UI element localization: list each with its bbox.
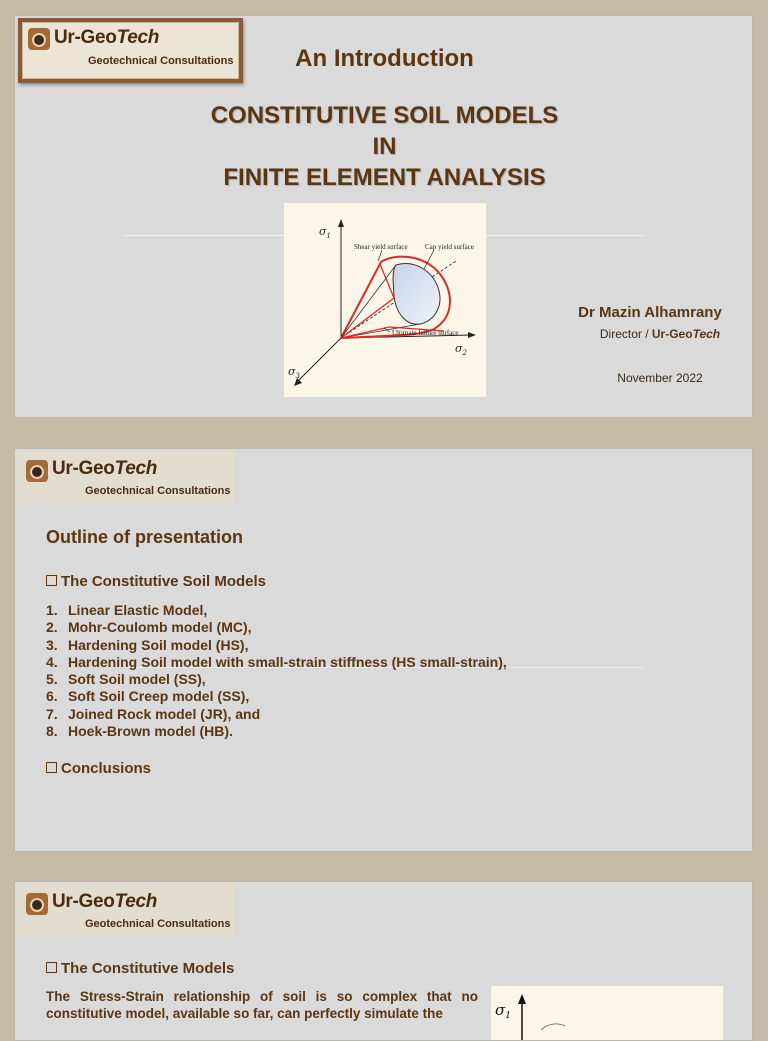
models-list (46, 602, 507, 740)
shear-yield-label: Shear yield surface (354, 243, 408, 251)
cap-yield-surface (393, 263, 440, 324)
section-bullet-models: The Constitutive Models (46, 960, 234, 977)
divider-right (485, 235, 643, 236)
sigma1-label: $\sigma_1$ (495, 1001, 511, 1021)
logo-tagline: Geotechnical Consultations (85, 918, 231, 930)
title-line-1: CONSTITUTIVE SOIL MODELS (210, 102, 559, 129)
surface-edge (541, 1024, 565, 1030)
ultimate-failure-label: Ultimate failure surface (392, 329, 459, 337)
logo-emblem-icon (26, 460, 48, 482)
company-logo (17, 884, 235, 936)
sigma1-arrowhead-icon (338, 219, 344, 227)
list-item: 6. Soft Soil Creep model (SS), (46, 688, 250, 705)
company-logo (17, 451, 235, 503)
title-slide (14, 15, 753, 418)
logo-emblem-icon (26, 893, 48, 915)
author-name: Dr Mazin Alhamrany (578, 304, 722, 321)
checkbox-bullet-icon (46, 575, 57, 586)
title-line-3: FINITE ELEMENT ANALYSIS (223, 164, 546, 191)
sigma1-label: $\sigma_1$ (319, 225, 331, 240)
presentation-title (15, 100, 753, 193)
logo-brand: Ur-GeoTech (52, 458, 158, 479)
sigma3-label: $\sigma_3$ (288, 365, 300, 380)
title-line-2: IN (372, 133, 397, 160)
intro-heading: An Introduction (295, 45, 474, 72)
shear-pointer (378, 250, 382, 261)
sigma1-arrowhead-icon (518, 994, 526, 1004)
partial-figure (491, 986, 723, 1041)
outline-slide (14, 448, 753, 852)
list-item: 4. Hardening Soil model with small-strain stiffness (HS small-strain), (46, 653, 507, 670)
logo-brand: Ur-GeoTech (54, 27, 160, 48)
body-paragraph: The Stress-Strain relationship of soil is so complex that no constitutive model, available so far, can perfectly simulate the (46, 989, 478, 1021)
sigma3-axis (296, 338, 341, 383)
sigma2-arrowhead-icon (468, 332, 476, 338)
outline-heading: Outline of presentation (46, 527, 244, 547)
sigma2-label: $\sigma_2$ (455, 342, 467, 357)
logo-tagline: Geotechnical Consultations (88, 55, 234, 67)
partial-diagram (491, 986, 723, 1041)
section-bullet-conclusions: Conclusions (46, 760, 151, 777)
list-item: 2. Mohr-Coulomb model (MC), (46, 619, 252, 636)
divider-left (125, 235, 285, 236)
checkbox-bullet-icon (46, 962, 57, 973)
list-item: 7. Joined Rock model (JR), and (46, 705, 261, 722)
section-bullet-models: The Constitutive Soil Models (46, 573, 266, 590)
yield-surface-diagram (284, 203, 486, 397)
author-role: Director / Ur-GeoTech (599, 327, 721, 341)
list-item: 5. Soft Soil model (SS), (46, 671, 206, 688)
presentation-date: November 2022 (617, 371, 703, 385)
logo-tagline: Geotechnical Consultations (85, 485, 231, 497)
checkbox-bullet-icon (46, 762, 57, 773)
list-item: 8. Hoek-Brown model (HB). (46, 723, 233, 740)
list-item: 1. Linear Elastic Model, (46, 602, 208, 618)
models-slide (14, 881, 753, 1041)
logo-brand: Ur-GeoTech (52, 891, 158, 912)
yield-surface-figure (284, 203, 486, 397)
cap-yield-label: Cap yield surface (425, 243, 474, 251)
list-item: 3. Hardening Soil model (HS), (46, 636, 249, 653)
